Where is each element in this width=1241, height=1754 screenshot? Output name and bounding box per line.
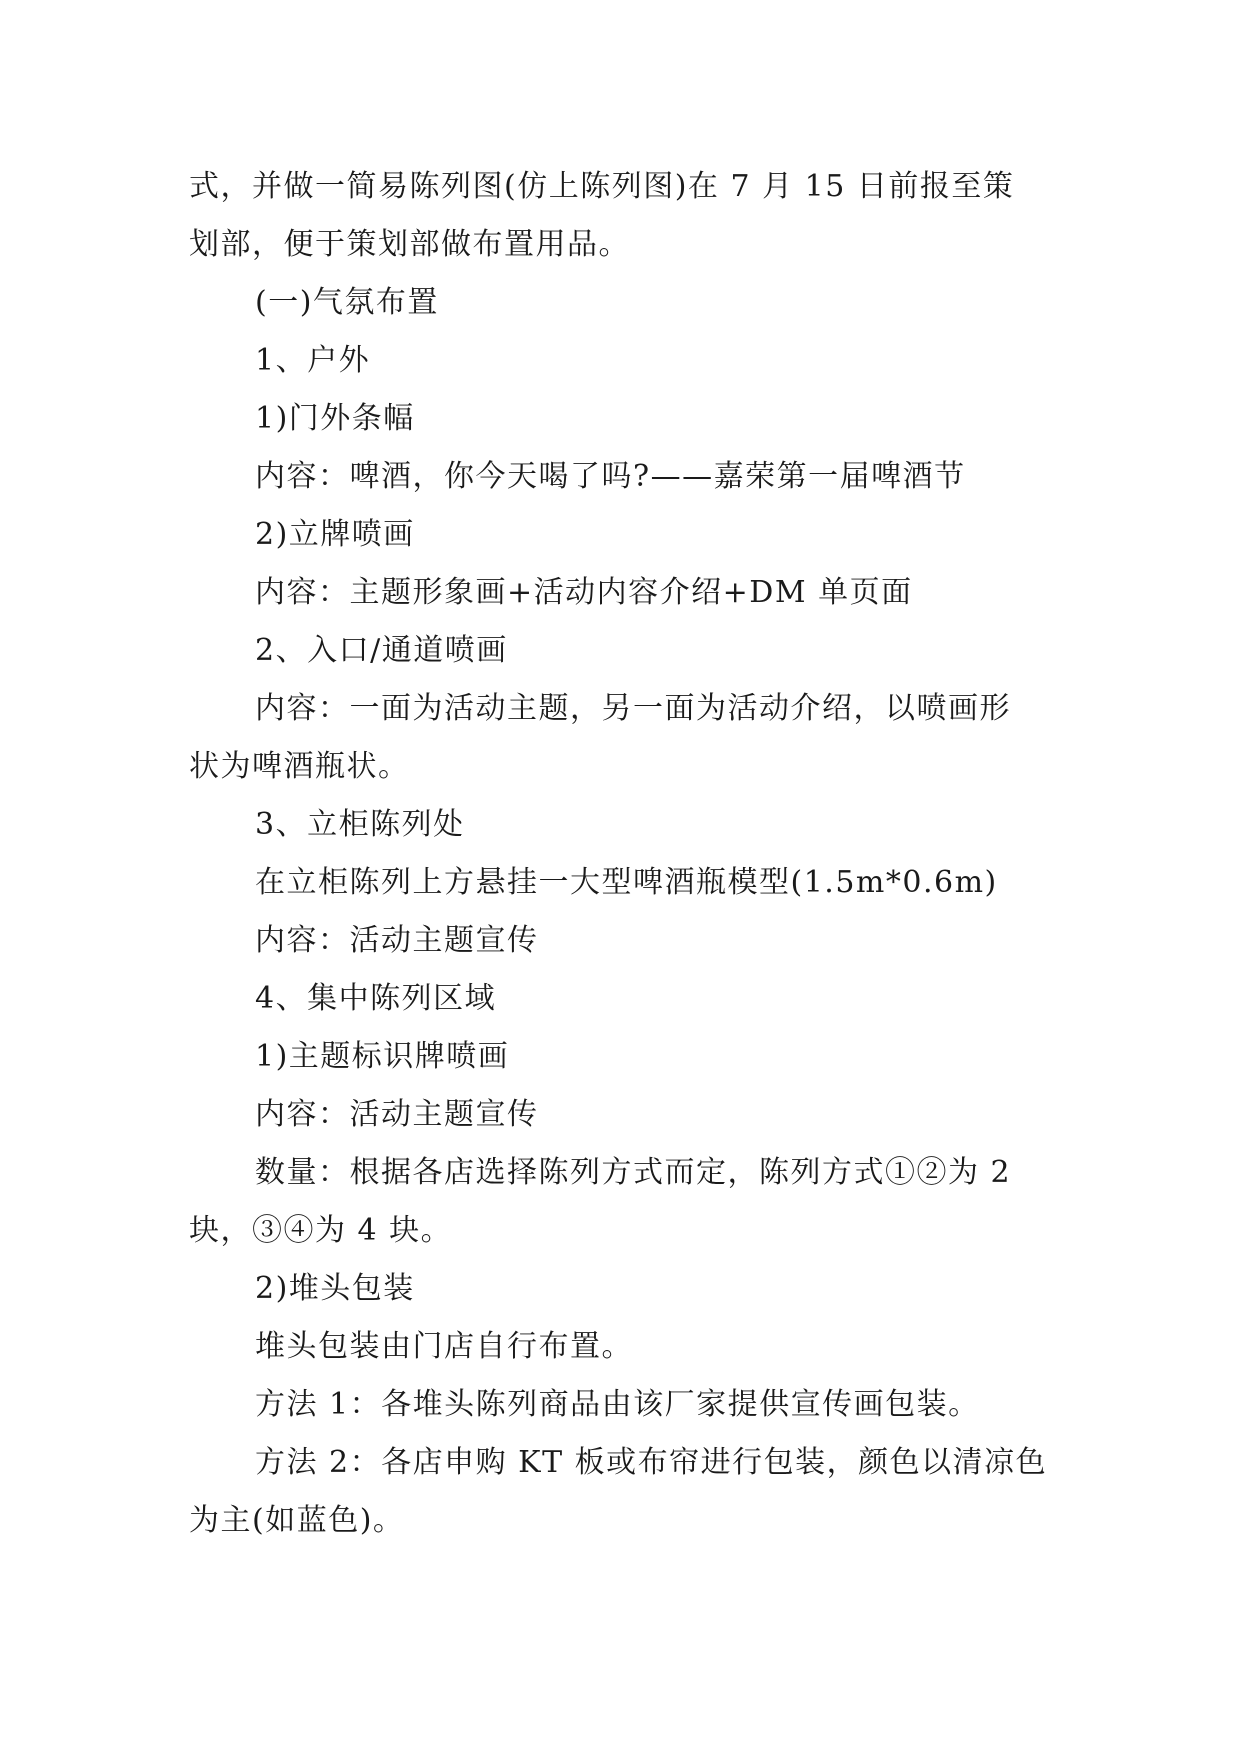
body-line: 方法 2：各店申购 KT 板或布帘进行包装，颜色以清凉色 [255, 1445, 1048, 1480]
body-line: 堆头包装由门店自行布置。 [255, 1329, 633, 1364]
document-body [189, 158, 1049, 1550]
body-line: 式，并做一简易陈列图(仿上陈列图)在 7 月 15 日前报至策 [189, 169, 1015, 204]
body-line: 数量：根据各店选择陈列方式而定，陈列方式①②为 2 [255, 1155, 1012, 1190]
subsection-heading: 1、户外 [255, 343, 371, 378]
body-line: 内容：活动主题宣传 [255, 1097, 539, 1132]
body-line: 在立柜陈列上方悬挂一大型啤酒瓶模型(1.5m*0.6m) [255, 865, 998, 900]
section-heading: (一)气氛布置 [255, 285, 439, 320]
subsection-heading: 2、入口/通道喷画 [255, 633, 508, 668]
body-line: 块，③④为 4 块。 [189, 1213, 453, 1248]
item-heading: 2)立牌喷画 [255, 517, 415, 552]
item-heading: 2)堆头包装 [255, 1271, 415, 1306]
body-line: 内容：啤酒，你今天喝了吗?——嘉荣第一届啤酒节 [255, 459, 966, 494]
body-line: 为主(如蓝色)。 [189, 1503, 405, 1538]
body-line: 方法 1：各堆头陈列商品由该厂家提供宣传画包装。 [255, 1387, 980, 1422]
body-line: 状为啤酒瓶状。 [189, 749, 410, 784]
item-heading: 1)主题标识牌喷画 [255, 1039, 510, 1074]
body-line: 内容：活动主题宣传 [255, 923, 539, 958]
body-line: 划部，便于策划部做布置用品。 [189, 227, 630, 262]
body-line: 内容：一面为活动主题，另一面为活动介绍，以喷画形 [255, 691, 1011, 726]
body-line: 内容：主题形象画+活动内容介绍+DM 单页面 [255, 575, 913, 610]
subsection-heading: 4、集中陈列区域 [255, 981, 497, 1016]
item-heading: 1)门外条幅 [255, 401, 415, 436]
subsection-heading: 3、立柜陈列处 [255, 807, 465, 842]
